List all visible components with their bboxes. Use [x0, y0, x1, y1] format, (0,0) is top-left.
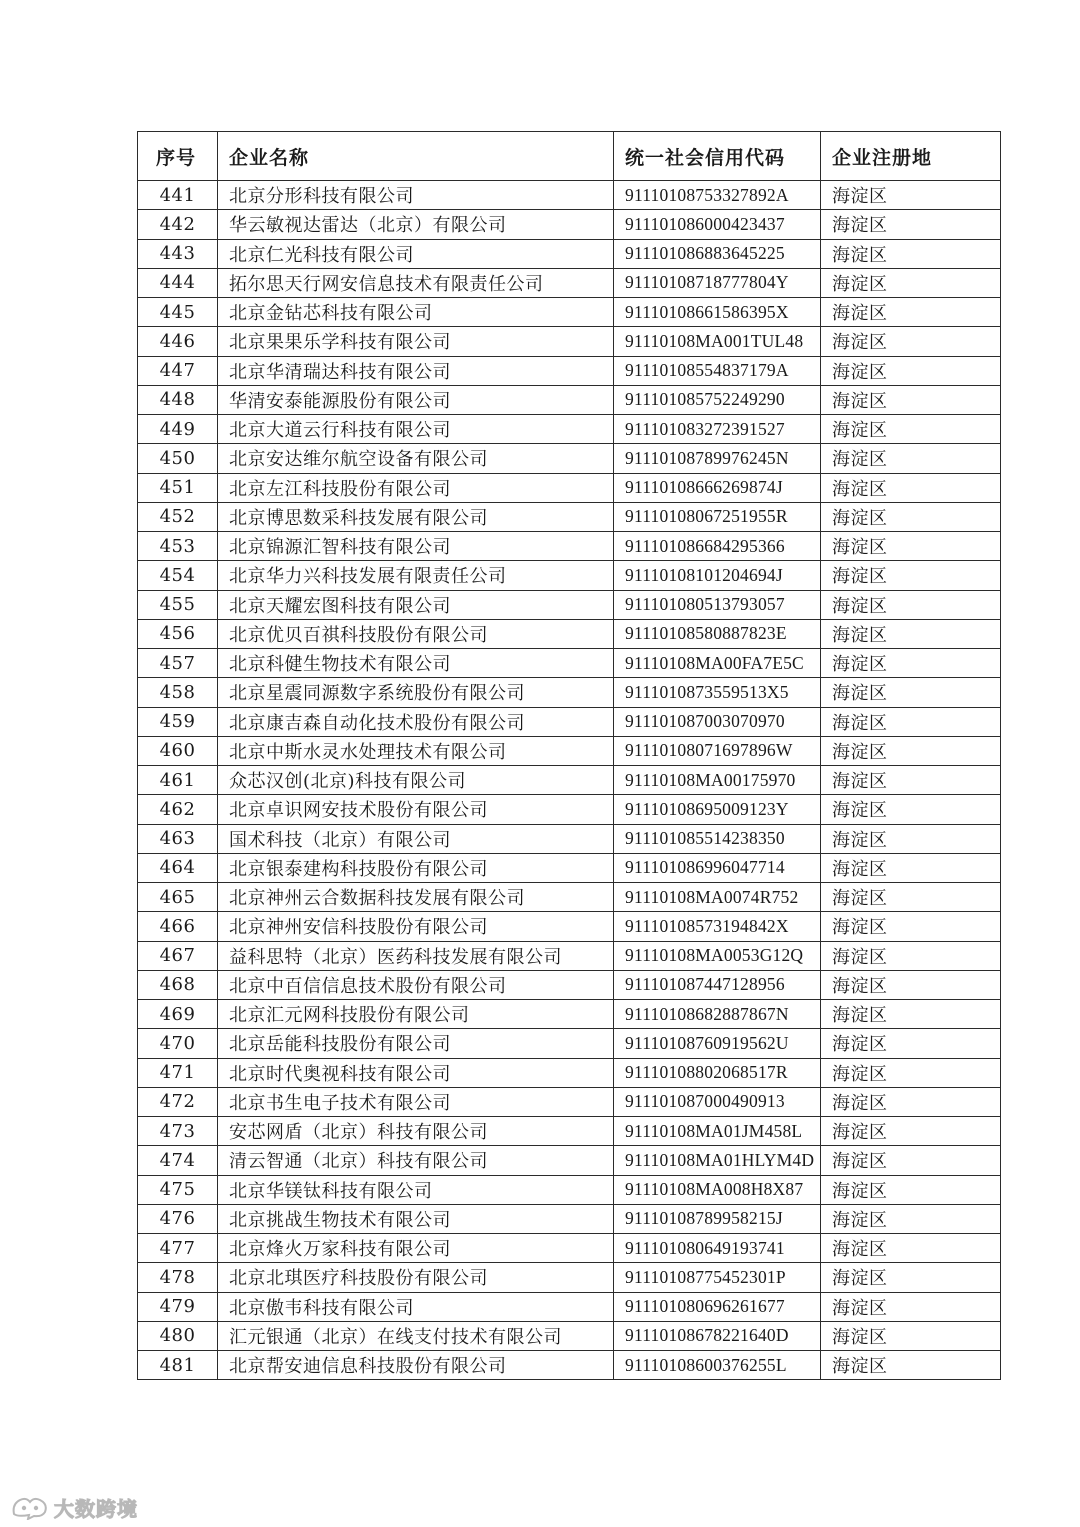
company-name-cell: 北京中百信信息技术股份有限公司 — [218, 970, 614, 999]
table-row — [138, 1321, 1001, 1350]
registration-place-cell: 海淀区 — [821, 1175, 1001, 1204]
table-row — [138, 561, 1001, 590]
serial-number-cell: 464 — [138, 853, 218, 882]
serial-number-cell: 458 — [138, 678, 218, 707]
registration-place-cell: 海淀区 — [821, 736, 1001, 765]
table-row — [138, 1234, 1001, 1263]
credit-code-cell: 91110108695009123Y — [614, 795, 821, 824]
company-name-cell: 北京分形科技有限公司 — [218, 181, 614, 210]
serial-number-cell: 475 — [138, 1175, 218, 1204]
table-row — [138, 1146, 1001, 1175]
registration-place-cell: 海淀区 — [821, 532, 1001, 561]
credit-code-cell: 91110108661586395X — [614, 298, 821, 327]
table-row — [138, 327, 1001, 356]
registration-place-cell: 海淀区 — [821, 298, 1001, 327]
table-body — [138, 181, 1001, 1380]
company-name-cell: 北京左江科技股份有限公司 — [218, 473, 614, 502]
serial-number-cell: 453 — [138, 532, 218, 561]
company-name-cell: 北京科健生物技术有限公司 — [218, 649, 614, 678]
registration-place-cell: 海淀区 — [821, 444, 1001, 473]
serial-number-cell: 473 — [138, 1117, 218, 1146]
credit-code-cell: 911101086996047714 — [614, 853, 821, 882]
table-row — [138, 444, 1001, 473]
serial-number-cell: 448 — [138, 385, 218, 414]
credit-code-cell: 91110108789958215J — [614, 1204, 821, 1233]
table-row — [138, 268, 1001, 297]
table-row — [138, 912, 1001, 941]
registration-place-cell: 海淀区 — [821, 970, 1001, 999]
table-row — [138, 1087, 1001, 1116]
table-row — [138, 1204, 1001, 1233]
company-name-cell: 北京挑战生物技术有限公司 — [218, 1204, 614, 1233]
serial-number-cell: 474 — [138, 1146, 218, 1175]
table-row — [138, 181, 1001, 210]
registration-place-cell: 海淀区 — [821, 1263, 1001, 1292]
company-name-cell: 北京时代奥视科技有限公司 — [218, 1058, 614, 1087]
table-row — [138, 1000, 1001, 1029]
table-row — [138, 766, 1001, 795]
credit-code-cell: 91110108MA00175970 — [614, 766, 821, 795]
registration-place-cell: 海淀区 — [821, 649, 1001, 678]
table-row — [138, 1263, 1001, 1292]
company-name-cell: 北京烽火万家科技有限公司 — [218, 1234, 614, 1263]
credit-code-cell: 91110108MA0053G12Q — [614, 941, 821, 970]
registration-place-cell: 海淀区 — [821, 853, 1001, 882]
chat-bubble-logo-icon — [10, 1494, 50, 1520]
serial-number-cell: 450 — [138, 444, 218, 473]
company-name-cell: 北京星震同源数字系统股份有限公司 — [218, 678, 614, 707]
credit-code-cell: 911101086883645225 — [614, 239, 821, 268]
table-row — [138, 824, 1001, 853]
registration-place-cell: 海淀区 — [821, 181, 1001, 210]
serial-number-cell: 476 — [138, 1204, 218, 1233]
registration-place-cell: 海淀区 — [821, 1234, 1001, 1263]
serial-number-cell: 469 — [138, 1000, 218, 1029]
header-registration-place: 企业注册地 — [821, 132, 1001, 181]
credit-code-cell: 911101083272391527 — [614, 415, 821, 444]
credit-code-cell: 911101087003070970 — [614, 707, 821, 736]
table-row — [138, 1351, 1001, 1380]
table-row — [138, 795, 1001, 824]
table-row — [138, 649, 1001, 678]
watermark-text: 大数跨境 — [54, 1496, 138, 1521]
company-name-cell: 清云智通（北京）科技有限公司 — [218, 1146, 614, 1175]
registration-place-cell: 海淀区 — [821, 795, 1001, 824]
serial-number-cell: 477 — [138, 1234, 218, 1263]
registration-place-cell: 海淀区 — [821, 1029, 1001, 1058]
table-row — [138, 356, 1001, 385]
registration-place-cell: 海淀区 — [821, 415, 1001, 444]
company-name-cell: 北京华镁钛科技有限公司 — [218, 1175, 614, 1204]
registration-place-cell: 海淀区 — [821, 356, 1001, 385]
registration-place-cell: 海淀区 — [821, 766, 1001, 795]
serial-number-cell: 472 — [138, 1087, 218, 1116]
credit-code-cell: 91110108753327892A — [614, 181, 821, 210]
table-row — [138, 678, 1001, 707]
credit-code-cell: 91110108MA00FA7E5C — [614, 649, 821, 678]
table-row — [138, 532, 1001, 561]
registration-place-cell: 海淀区 — [821, 707, 1001, 736]
serial-number-cell: 463 — [138, 824, 218, 853]
company-name-cell: 北京优贝百祺科技股份有限公司 — [218, 619, 614, 648]
serial-number-cell: 461 — [138, 766, 218, 795]
company-name-cell: 益科思特（北京）医药科技发展有限公司 — [218, 941, 614, 970]
serial-number-cell: 462 — [138, 795, 218, 824]
table-row — [138, 1292, 1001, 1321]
company-name-cell: 北京大道云行科技有限公司 — [218, 415, 614, 444]
company-name-cell: 华云敏视达雷达（北京）有限公司 — [218, 210, 614, 239]
table-row — [138, 941, 1001, 970]
table-row — [138, 385, 1001, 414]
company-name-cell: 北京中斯水灵水处理技术有限公司 — [218, 736, 614, 765]
credit-code-cell: 91110108600376255L — [614, 1351, 821, 1380]
company-name-cell: 拓尔思天行网安信息技术有限责任公司 — [218, 268, 614, 297]
header-credit-code: 统一社会信用代码 — [614, 132, 821, 181]
serial-number-cell: 466 — [138, 912, 218, 941]
company-name-cell: 众芯汉创(北京)科技有限公司 — [218, 766, 614, 795]
header-company-name: 企业名称 — [218, 132, 614, 181]
credit-code-cell: 91110108666269874J — [614, 473, 821, 502]
credit-code-cell: 91110108718777804Y — [614, 268, 821, 297]
credit-code-cell: 9111010873559513X5 — [614, 678, 821, 707]
registration-place-cell: 海淀区 — [821, 1204, 1001, 1233]
registration-place-cell: 海淀区 — [821, 1321, 1001, 1350]
company-name-cell: 北京锦源汇智科技有限公司 — [218, 532, 614, 561]
credit-code-cell: 91110108573194842X — [614, 912, 821, 941]
company-name-cell: 北京康吉森自动化技术股份有限公司 — [218, 707, 614, 736]
company-name-cell: 北京华力兴科技发展有限责任公司 — [218, 561, 614, 590]
company-name-cell: 北京神州云合数据科技发展有限公司 — [218, 883, 614, 912]
serial-number-cell: 460 — [138, 736, 218, 765]
company-name-cell: 国术科技（北京）有限公司 — [218, 824, 614, 853]
serial-number-cell: 470 — [138, 1029, 218, 1058]
registration-place-cell: 海淀区 — [821, 327, 1001, 356]
serial-number-cell: 467 — [138, 941, 218, 970]
company-name-cell: 北京银泰建构科技股份有限公司 — [218, 853, 614, 882]
company-name-cell: 北京华清瑞达科技有限公司 — [218, 356, 614, 385]
company-name-cell: 北京傲韦科技有限公司 — [218, 1292, 614, 1321]
company-name-cell: 北京金钻芯科技有限公司 — [218, 298, 614, 327]
table-row — [138, 853, 1001, 882]
table-row — [138, 502, 1001, 531]
company-name-cell: 北京博思数采科技发展有限公司 — [218, 502, 614, 531]
credit-code-cell: 91110108554837179A — [614, 356, 821, 385]
credit-code-cell: 91110108101204694J — [614, 561, 821, 590]
serial-number-cell: 471 — [138, 1058, 218, 1087]
serial-number-cell: 478 — [138, 1263, 218, 1292]
serial-number-cell: 457 — [138, 649, 218, 678]
registration-place-cell: 海淀区 — [821, 1087, 1001, 1116]
credit-code-cell: 91110108678221640D — [614, 1321, 821, 1350]
credit-code-cell: 91110108071697896W — [614, 736, 821, 765]
credit-code-cell: 911101080649193741 — [614, 1234, 821, 1263]
credit-code-cell: 911101085752249290 — [614, 385, 821, 414]
company-name-cell: 北京仁光科技有限公司 — [218, 239, 614, 268]
credit-code-cell: 91110108802068517R — [614, 1058, 821, 1087]
credit-code-cell: 911101086000423437 — [614, 210, 821, 239]
credit-code-cell: 91110108067251955R — [614, 502, 821, 531]
serial-number-cell: 444 — [138, 268, 218, 297]
table-row — [138, 298, 1001, 327]
serial-number-cell: 479 — [138, 1292, 218, 1321]
company-name-cell: 北京卓识网安技术股份有限公司 — [218, 795, 614, 824]
table-row — [138, 1117, 1001, 1146]
table-row — [138, 970, 1001, 999]
registration-place-cell: 海淀区 — [821, 912, 1001, 941]
credit-code-cell: 91110108580887823E — [614, 619, 821, 648]
table-row — [138, 1175, 1001, 1204]
company-name-cell: 北京神州安信科技股份有限公司 — [218, 912, 614, 941]
company-name-cell: 北京天耀宏图科技有限公司 — [218, 590, 614, 619]
table-row — [138, 1029, 1001, 1058]
company-name-cell: 汇元银通（北京）在线支付技术有限公司 — [218, 1321, 614, 1350]
registration-place-cell: 海淀区 — [821, 824, 1001, 853]
registration-place-cell: 海淀区 — [821, 619, 1001, 648]
credit-code-cell: 911101085514238350 — [614, 824, 821, 853]
serial-number-cell: 465 — [138, 883, 218, 912]
registration-place-cell: 海淀区 — [821, 1146, 1001, 1175]
registration-place-cell: 海淀区 — [821, 1000, 1001, 1029]
registration-place-cell: 海淀区 — [821, 385, 1001, 414]
registration-place-cell: 海淀区 — [821, 1117, 1001, 1146]
registration-place-cell: 海淀区 — [821, 239, 1001, 268]
credit-code-cell: 91110108MA0074R752 — [614, 883, 821, 912]
company-name-cell: 华清安泰能源股份有限公司 — [218, 385, 614, 414]
credit-code-cell: 91110108789976245N — [614, 444, 821, 473]
watermark — [10, 1491, 138, 1523]
table-row — [138, 210, 1001, 239]
company-name-cell: 北京汇元网科技股份有限公司 — [218, 1000, 614, 1029]
table-row — [138, 239, 1001, 268]
table-row — [138, 707, 1001, 736]
serial-number-cell: 447 — [138, 356, 218, 385]
registration-place-cell: 海淀区 — [821, 1058, 1001, 1087]
serial-number-cell: 452 — [138, 502, 218, 531]
table-row — [138, 736, 1001, 765]
registration-place-cell: 海淀区 — [821, 502, 1001, 531]
registration-place-cell: 海淀区 — [821, 941, 1001, 970]
credit-code-cell: 911101086684295366 — [614, 532, 821, 561]
credit-code-cell: 91110108MA008H8X87 — [614, 1175, 821, 1204]
registration-place-cell: 海淀区 — [821, 268, 1001, 297]
credit-code-cell: 91110108MA001TUL48 — [614, 327, 821, 356]
serial-number-cell: 456 — [138, 619, 218, 648]
credit-code-cell: 91110108MA01HLYM4D — [614, 1146, 821, 1175]
table-row — [138, 883, 1001, 912]
registration-place-cell: 海淀区 — [821, 210, 1001, 239]
serial-number-cell: 480 — [138, 1321, 218, 1350]
credit-code-cell: 91110108760919562U — [614, 1029, 821, 1058]
serial-number-cell: 455 — [138, 590, 218, 619]
company-name-cell: 北京帮安迪信息科技股份有限公司 — [218, 1351, 614, 1380]
registration-place-cell: 海淀区 — [821, 678, 1001, 707]
serial-number-cell: 451 — [138, 473, 218, 502]
table-row — [138, 619, 1001, 648]
company-name-cell: 安芯网盾（北京）科技有限公司 — [218, 1117, 614, 1146]
registration-place-cell: 海淀区 — [821, 590, 1001, 619]
credit-code-cell: 911101087447128956 — [614, 970, 821, 999]
table-row — [138, 415, 1001, 444]
table-row — [138, 473, 1001, 502]
credit-code-cell: 91110108775452301P — [614, 1263, 821, 1292]
header-serial-number: 序号 — [138, 132, 218, 181]
serial-number-cell: 481 — [138, 1351, 218, 1380]
registration-place-cell: 海淀区 — [821, 1292, 1001, 1321]
serial-number-cell: 443 — [138, 239, 218, 268]
company-name-cell: 北京安达维尔航空设备有限公司 — [218, 444, 614, 473]
company-name-cell: 北京北琪医疗科技股份有限公司 — [218, 1263, 614, 1292]
credit-code-cell: 911101080513793057 — [614, 590, 821, 619]
credit-code-cell: 91110108MA01JM458L — [614, 1117, 821, 1146]
table-row — [138, 590, 1001, 619]
credit-code-cell: 911101087000490913 — [614, 1087, 821, 1116]
company-name-cell: 北京果果乐学科技有限公司 — [218, 327, 614, 356]
credit-code-cell: 911101080696261677 — [614, 1292, 821, 1321]
table-row — [138, 1058, 1001, 1087]
table-header-row — [138, 132, 1001, 181]
registration-place-cell: 海淀区 — [821, 561, 1001, 590]
serial-number-cell: 459 — [138, 707, 218, 736]
credit-code-cell: 91110108682887867N — [614, 1000, 821, 1029]
serial-number-cell: 454 — [138, 561, 218, 590]
serial-number-cell: 446 — [138, 327, 218, 356]
serial-number-cell: 445 — [138, 298, 218, 327]
company-name-cell: 北京岳能科技股份有限公司 — [218, 1029, 614, 1058]
registration-place-cell: 海淀区 — [821, 1351, 1001, 1380]
company-name-cell: 北京书生电子技术有限公司 — [218, 1087, 614, 1116]
serial-number-cell: 441 — [138, 181, 218, 210]
serial-number-cell: 468 — [138, 970, 218, 999]
registration-place-cell: 海淀区 — [821, 473, 1001, 502]
serial-number-cell: 449 — [138, 415, 218, 444]
company-list-table — [137, 131, 1001, 1380]
registration-place-cell: 海淀区 — [821, 883, 1001, 912]
serial-number-cell: 442 — [138, 210, 218, 239]
